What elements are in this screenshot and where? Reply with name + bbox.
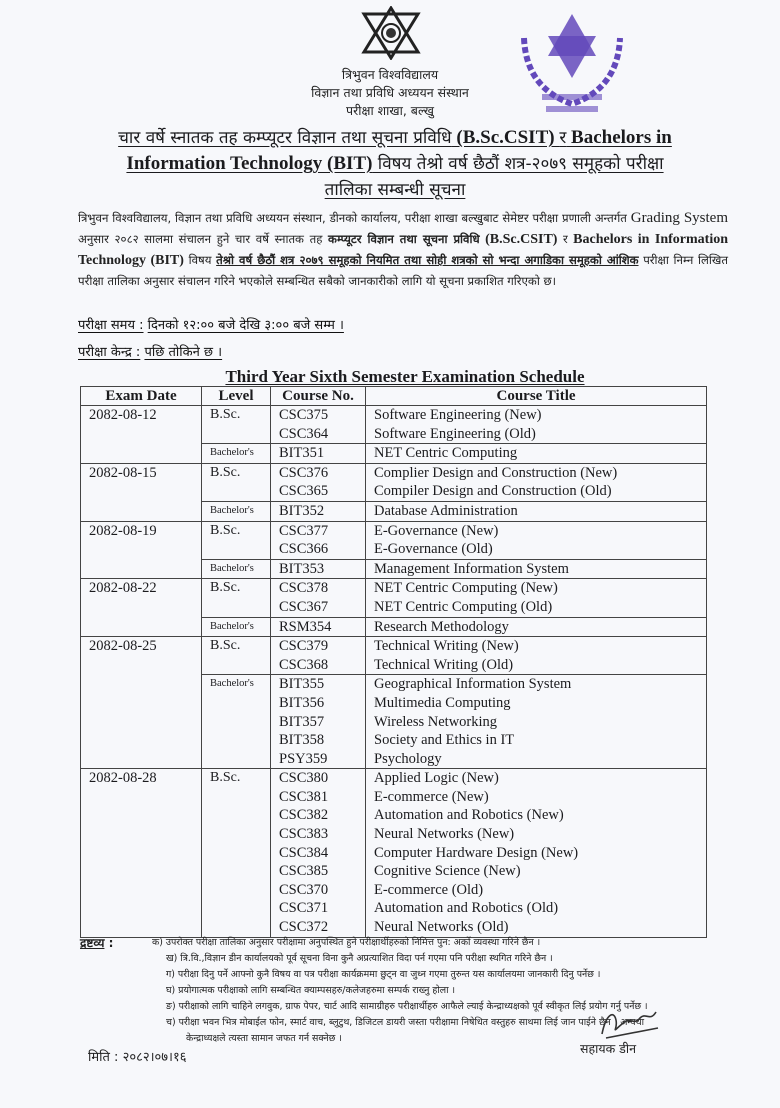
course-code: PSY359: [279, 750, 328, 767]
course-title-cell: [366, 501, 707, 521]
table-header-row: [81, 387, 707, 406]
course-no-cell: [271, 463, 366, 501]
table-row: [81, 463, 707, 501]
course-title: E-Governance (Old): [374, 541, 493, 558]
exam-date-cell: 2082-08-12: [81, 406, 202, 464]
course-code: BIT358: [279, 732, 325, 749]
course-title-cell: [366, 463, 707, 501]
level-cell: B.Sc.: [202, 463, 271, 501]
course-code: BIT353: [279, 560, 325, 577]
course-title-cell: [366, 406, 707, 444]
course-title: Compiler Design and Construction (Old): [374, 483, 612, 500]
table-row: [81, 637, 707, 675]
exam-schedule-table: [80, 386, 707, 938]
course-title: Neural Networks (Old): [374, 919, 509, 936]
level-cell: B.Sc.: [202, 406, 271, 444]
course-no-cell: [271, 521, 366, 559]
signature-icon: [596, 1004, 666, 1040]
course-code: CSC385: [279, 863, 329, 880]
course-code: BIT355: [279, 676, 325, 693]
institute-name: विज्ञान तथा प्रविधि अध्ययन संस्थान: [311, 85, 469, 100]
level-cell: Bachelor's: [202, 559, 271, 579]
office-name: परीक्षा शाखा, बल्खु: [346, 103, 434, 118]
course-no-cell: [271, 444, 366, 464]
note-item: घ) प्रयोगात्मक परीक्षाको लागि सम्बन्धित क्याम्पसहरु/कलेजहरुमा सम्पर्क राख्नु होला ।: [166, 985, 456, 996]
course-title-cell: [366, 617, 707, 637]
exam-date-cell: 2082-08-22: [81, 579, 202, 637]
table-row: [81, 406, 707, 444]
course-code: CSC371: [279, 900, 329, 917]
course-no-cell: [271, 559, 366, 579]
exam-date-cell: 2082-08-25: [81, 637, 202, 769]
notes-label: द्रष्टव्य :: [80, 936, 114, 950]
course-title: Neural Networks (New): [374, 826, 515, 843]
course-no-cell: [271, 579, 366, 617]
note-item: ङ) परीक्षाको लागि चाहिने लगवुक, ग्राफ पेपर, चार्ट आदि सामाग्रीहरु परीक्षार्थीहरु आफैले ल्याई केन्द्राध्यक्षको पूर्व स्वीकृत लिई प्रयोग गर्नु पर्नेछ ।: [166, 1001, 648, 1012]
course-title: Psychology: [374, 750, 442, 767]
course-code: CSC370: [279, 881, 329, 898]
course-title: Research Methodology: [374, 618, 509, 635]
course-title: Automation and Robotics (New): [374, 807, 564, 824]
course-code: CSC383: [279, 826, 329, 843]
level-cell: Bachelor's: [202, 444, 271, 464]
col-course-no: Course No.: [271, 387, 366, 406]
course-code: CSC376: [279, 464, 329, 481]
course-no-cell: [271, 637, 366, 675]
col-exam-date: Exam Date: [81, 387, 202, 406]
course-title: NET Centric Computing (New): [374, 580, 558, 597]
course-title-cell: [366, 579, 707, 617]
table-row: [81, 521, 707, 559]
course-title: Geographical Information System: [374, 676, 572, 693]
course-code: CSC368: [279, 656, 329, 673]
course-code: CSC365: [279, 483, 329, 500]
notice-title-line-3: तालिका सम्बन्धी सूचना: [324, 180, 466, 200]
schedule-title: Third Year Sixth Semester Examination Schedule: [225, 367, 585, 386]
course-code: BIT352: [279, 502, 325, 519]
course-title: Applied Logic (New): [374, 770, 499, 787]
course-title: Cognitive Science (New): [374, 863, 521, 880]
notes-list: [146, 935, 766, 1047]
course-title: Management Information System: [374, 560, 569, 577]
course-code: CSC367: [279, 598, 329, 615]
university-name: त्रिभुवन विश्वविद्यालय: [341, 67, 439, 82]
course-code: CSC377: [279, 522, 329, 539]
course-code: CSC375: [279, 407, 329, 423]
course-code: BIT356: [279, 694, 325, 711]
course-code: CSC379: [279, 638, 329, 655]
course-title: E-commerce (Old): [374, 881, 484, 898]
course-title-cell: [366, 675, 707, 769]
course-title-cell: [366, 769, 707, 937]
course-title: Automation and Robotics (Old): [374, 900, 559, 917]
exam-date-cell: 2082-08-28: [81, 769, 202, 937]
course-no-cell: [271, 675, 366, 769]
course-code: CSC378: [279, 580, 329, 597]
notice-title-line-1: चार वर्षे स्नातक तह कम्प्यूटर विज्ञान तथा सूचना प्रविधि (B.Sc.CSIT) र Bachelors in: [118, 127, 672, 148]
note-item: केन्द्राध्यक्षले त्यस्ता सामान जफत गर्न सक्नेछ ।: [186, 1033, 342, 1044]
notice-title-line-2: Information Technology (BIT) विषय तेश्रो वर्ष छैठौं शत्र-२०७९ समूहको परीक्षा: [126, 153, 664, 174]
table-row: [81, 579, 707, 617]
course-title: E-commerce (New): [374, 788, 489, 805]
level-cell: Bachelor's: [202, 501, 271, 521]
course-title: Complier Design and Construction (New): [374, 464, 618, 481]
course-code: CSC381: [279, 788, 329, 805]
course-no-cell: [271, 501, 366, 521]
course-title-cell: [366, 521, 707, 559]
course-title: Multimedia Computing: [374, 694, 511, 711]
level-cell: B.Sc.: [202, 769, 271, 937]
tu-emblem-icon: [360, 6, 422, 60]
note-item: ख) त्रि.वि.,विज्ञान डीन कार्यालयको पूर्व सूचना विना कुनै अप्रत्याशित विदा पर्न गएमा पनि परीक्षा स्थगित गरिने छैन ।: [166, 953, 553, 964]
course-title: Computer Hardware Design (New): [374, 844, 579, 861]
course-code: CSC382: [279, 807, 329, 824]
course-title: Software Engineering (New): [374, 407, 542, 423]
course-title: Software Engineering (Old): [374, 425, 536, 442]
course-title: Wireless Networking: [374, 713, 498, 730]
signatory-title: सहायक डीन: [580, 1041, 637, 1056]
level-cell: B.Sc.: [202, 637, 271, 675]
course-code: CSC364: [279, 425, 329, 442]
course-title-cell: [366, 637, 707, 675]
course-code: CSC366: [279, 541, 329, 558]
note-item: ग) परीक्षा दिनु पर्ने आफ्नो कुनै विषय वा पत्र परीक्षा कार्यक्रममा छुट्न वा जुध्न गएमा तुरुन्त यस कार्यालयमा जानकारी दिनु पर्नेछ ।: [166, 969, 601, 980]
col-level: Level: [202, 387, 271, 406]
level-cell: Bachelor's: [202, 675, 271, 769]
exam-date-cell: 2082-08-15: [81, 463, 202, 521]
col-course-title: Course Title: [366, 387, 707, 406]
exam-center: परीक्षा केन्द्र : पछि तोकिने छ ।: [78, 345, 223, 360]
notice-paragraph: त्रिभुवन विश्वविद्यालय, विज्ञान तथा प्रविधि अध्ययन संस्थान, डीनको कार्यालय, परीक्षा शाखा बल्खुबाट सेमेष्टर परीक्षा प्रणाली अन्तर्गत Grading System अनुसार २०८२ सालमा संचालन हुने चार वर्षे स्नातक तह कम्प्यूटर विज्ञान तथा सूचना प्रविधि (B.Sc.CSIT) र Bachelors in Information Technology (BIT) विषय तेश्रो वर्ष छैठौं शत्र २०७९ समूहको नियमित तथा सोही शत्रको सो भन्दा अगाडिका समूहको आंशिक परीक्षा निम्न लिखित परीक्षा तालिका अनुसार संचालन गरिने भएकोले सम्बन्धित सबैको जानकारीको लागि यो सूचना प्रकाशित गरिएको छ।: [78, 210, 728, 288]
table-row: [81, 769, 707, 937]
issue-date: मिति : २०८२।०७।१६: [88, 1050, 187, 1065]
course-title: NET Centric Computing: [374, 445, 518, 462]
level-cell: B.Sc.: [202, 521, 271, 559]
exam-time: परीक्षा समय : दिनको १२:०० बजे देखि ३:०० बजे सम्म ।: [78, 318, 344, 333]
course-no-cell: [271, 406, 366, 444]
course-title: Society and Ethics in IT: [374, 732, 515, 749]
course-code: CSC372: [279, 919, 329, 936]
course-title: E-Governance (New): [374, 522, 499, 539]
level-cell: B.Sc.: [202, 579, 271, 617]
course-code: BIT351: [279, 445, 325, 462]
course-title: Technical Writing (Old): [374, 656, 514, 673]
course-no-cell: [271, 769, 366, 937]
course-code: CSC380: [279, 770, 329, 787]
exam-date-cell: 2082-08-19: [81, 521, 202, 579]
course-code: CSC384: [279, 844, 329, 861]
course-no-cell: [271, 617, 366, 637]
course-title-cell: [366, 444, 707, 464]
table-body: [81, 406, 707, 938]
course-title: NET Centric Computing (Old): [374, 598, 553, 615]
course-title: Database Administration: [374, 502, 518, 519]
course-title: Technical Writing (New): [374, 638, 519, 655]
note-item: क) उपरोक्त परीक्षा तालिका अनुसार परीक्षामा अनुपस्थित हुने परीक्षार्थीहरुको निमित्त पुन: अर्को व्यवस्था गरिने छैन ।: [152, 937, 541, 948]
course-code: RSM354: [279, 618, 332, 635]
note-item: च) परीक्षा भवन भित्र मोबाईल फोन, स्मार्ट वाच, ब्लुटुथ, डिजिटल डायरी जस्ता परीक्षामा निषेधित वस्तुहरु साथमा लिई जान पाईने छैन । अन्यथा: [166, 1017, 645, 1028]
course-title-cell: [366, 559, 707, 579]
course-code: BIT357: [279, 713, 325, 730]
level-cell: Bachelor's: [202, 617, 271, 637]
